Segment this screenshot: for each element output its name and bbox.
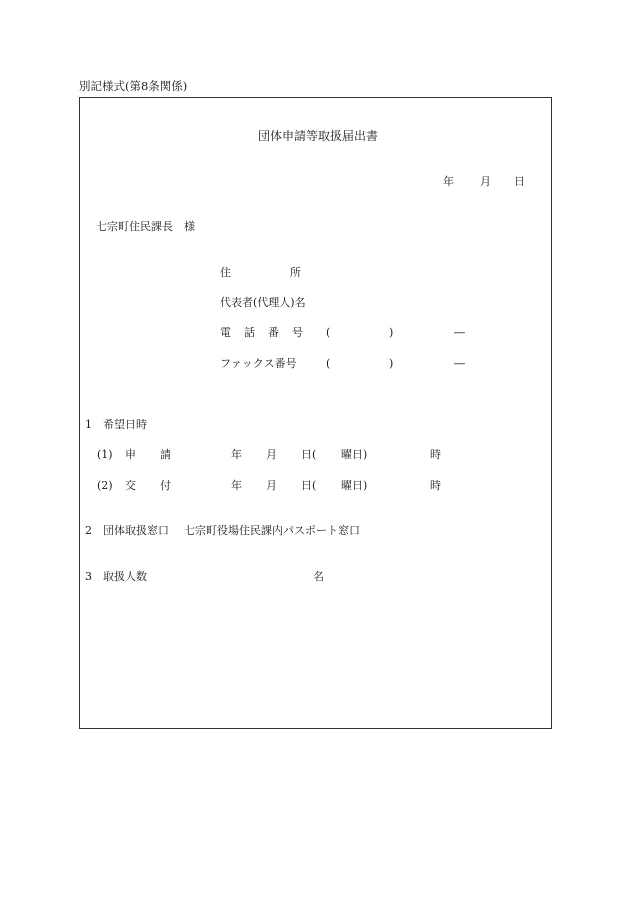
address-label-1: 住 bbox=[220, 266, 231, 279]
address-label-2: 所 bbox=[290, 266, 301, 279]
date-month: 月 bbox=[480, 175, 491, 188]
fax-label: ファックス番号 bbox=[220, 357, 297, 370]
row1-day-open: 日( bbox=[301, 448, 317, 461]
phone-dash: ― bbox=[454, 326, 465, 339]
date-year: 年 bbox=[443, 175, 454, 188]
row1-label-b: 請 bbox=[160, 448, 171, 461]
phone-label-4: 号 bbox=[292, 326, 303, 339]
fax-dash: ― bbox=[454, 357, 465, 370]
section3-unit: 名 bbox=[313, 570, 324, 583]
form-reference: 別記様式(第8条関係) bbox=[79, 79, 188, 93]
phone-close-paren: ) bbox=[389, 326, 394, 339]
date-day: 日 bbox=[514, 175, 525, 188]
row2-month: 月 bbox=[266, 479, 277, 492]
row1-year: 年 bbox=[231, 448, 242, 461]
addressee: 七宗町住民課長 様 bbox=[96, 220, 195, 233]
row2-number: (2) bbox=[97, 479, 113, 492]
representative-label: 代表者(代理人)名 bbox=[220, 296, 306, 309]
section3-title: 3 取扱人数 bbox=[85, 570, 147, 583]
row2-day-open: 日( bbox=[301, 479, 317, 492]
row1-month: 月 bbox=[266, 448, 277, 461]
fax-open-paren: ( bbox=[326, 357, 331, 370]
row1-number: (1) bbox=[97, 448, 113, 461]
section2-value: 七宗町役場住民課内パスポート窓口 bbox=[184, 524, 360, 537]
section2-title: 2 団体取扱窓口 bbox=[85, 524, 169, 537]
row2-label-a: 交 bbox=[125, 479, 136, 492]
row1-label-a: 申 bbox=[125, 448, 136, 461]
row2-label-b: 付 bbox=[160, 479, 171, 492]
phone-open-paren: ( bbox=[326, 326, 331, 339]
section1-title: 1 希望日時 bbox=[85, 418, 147, 431]
row1-weekday: 曜日) bbox=[341, 448, 368, 461]
phone-label-1: 電 bbox=[220, 326, 231, 339]
row2-hour: 時 bbox=[430, 479, 441, 492]
row2-year: 年 bbox=[231, 479, 242, 492]
phone-label-2: 話 bbox=[244, 326, 255, 339]
row1-hour: 時 bbox=[430, 448, 441, 461]
phone-label-3: 番 bbox=[268, 326, 279, 339]
fax-close-paren: ) bbox=[389, 357, 394, 370]
form-frame bbox=[79, 97, 552, 729]
row2-weekday: 曜日) bbox=[341, 479, 368, 492]
form-title: 団体申請等取扱届出書 bbox=[258, 129, 379, 143]
